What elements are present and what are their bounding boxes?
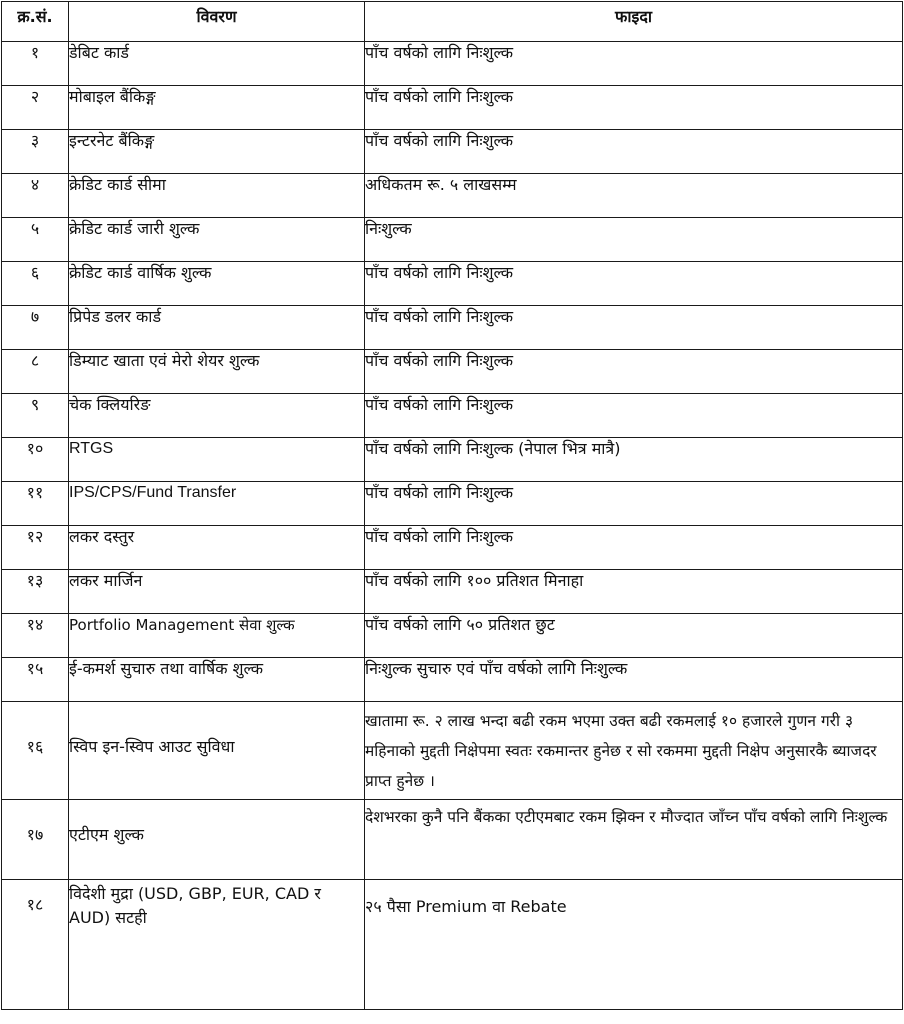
row-benefit: पाँच वर्षको लागि ५० प्रतिशत छुट (365, 614, 903, 658)
table-row (2, 306, 903, 350)
row-benefit: निःशुल्क सुचारु एवं पाँच वर्षको लागि निःशुल्क (365, 658, 903, 702)
row-benefit: पाँच वर्षको लागि निःशुल्क (365, 394, 903, 438)
row-description: स्विप इन-स्विप आउट सुविधा (69, 702, 365, 800)
row-number: ७ (2, 306, 69, 350)
row-benefit: २५ पैसा Premium वा Rebate (365, 880, 903, 1010)
table-row (2, 86, 903, 130)
row-benefit: निःशुल्क (365, 218, 903, 262)
row-benefit: देशभरका कुनै पनि बैंकका एटीएमबाट रकम झिक्न र मौज्दात जाँच्न पाँच वर्षको लागि निःशुल्क (365, 800, 903, 880)
row-benefit: पाँच वर्षको लागि निःशुल्क (365, 482, 903, 526)
table-row (2, 438, 903, 482)
row-description: इन्टरनेट बैंकिङ्ग (69, 130, 365, 174)
row-benefit: खातामा रू. २ लाख भन्दा बढी रकम भएमा उक्त बढी रकमलाई १० हजारले गुणन गरी ३ महिनाको मुद्दती निक्षेपमा स्वतः रकमान्तर हुनेछ र सो रकममा मुद्दती निक्षेप अनुसारकै ब्याजदर प्राप्त हुनेछ । (365, 702, 903, 800)
table-row (2, 42, 903, 86)
row-number: १० (2, 438, 69, 482)
row-benefit: पाँच वर्षको लागि १०० प्रतिशत मिनाहा (365, 570, 903, 614)
table-row (2, 800, 903, 880)
row-number: १६ (2, 702, 69, 800)
table-row (2, 130, 903, 174)
table-row (2, 702, 903, 800)
row-benefit: अधिकतम रू. ५ लाखसम्म (365, 174, 903, 218)
table-row (2, 218, 903, 262)
table-row (2, 526, 903, 570)
row-number: ३ (2, 130, 69, 174)
header-benefit: फाइदा (365, 2, 903, 42)
row-number: १७ (2, 800, 69, 880)
table-row (2, 658, 903, 702)
row-benefit: पाँच वर्षको लागि निःशुल्क (नेपाल भित्र मात्रै) (365, 438, 903, 482)
row-description: क्रेडिट कार्ड जारी शुल्क (69, 218, 365, 262)
table-row (2, 570, 903, 614)
row-benefit: पाँच वर्षको लागि निःशुल्क (365, 306, 903, 350)
row-description: ई-कमर्श सुचारु तथा वार्षिक शुल्क (69, 658, 365, 702)
row-number: १५ (2, 658, 69, 702)
header-serial-number: क्र.सं. (2, 2, 69, 42)
row-number: ५ (2, 218, 69, 262)
table-row (2, 614, 903, 658)
row-description: लकर मार्जिन (69, 570, 365, 614)
row-description: क्रेडिट कार्ड सीमा (69, 174, 365, 218)
row-benefit: पाँच वर्षको लागि निःशुल्क (365, 526, 903, 570)
row-benefit: पाँच वर्षको लागि निःशुल्क (365, 42, 903, 86)
row-description: चेक क्लियरिङ (69, 394, 365, 438)
row-description: प्रिपेड डलर कार्ड (69, 306, 365, 350)
row-number: ४ (2, 174, 69, 218)
table-row (2, 350, 903, 394)
row-description: विदेशी मुद्रा (USD, GBP, EUR, CAD र AUD) सटही (69, 880, 365, 1010)
table-row (2, 482, 903, 526)
row-number: १३ (2, 570, 69, 614)
row-number: १२ (2, 526, 69, 570)
table-row (2, 880, 903, 1010)
row-benefit: पाँच वर्षको लागि निःशुल्क (365, 262, 903, 306)
row-description: डिम्याट खाता एवं मेरो शेयर शुल्क (69, 350, 365, 394)
row-number: २ (2, 86, 69, 130)
table-row (2, 394, 903, 438)
row-description: क्रेडिट कार्ड वार्षिक शुल्क (69, 262, 365, 306)
row-description: IPS/CPS/Fund Transfer (69, 482, 365, 526)
row-number: ९ (2, 394, 69, 438)
row-description: एटीएम शुल्क (69, 800, 365, 880)
row-benefit: पाँच वर्षको लागि निःशुल्क (365, 86, 903, 130)
row-benefit: पाँच वर्षको लागि निःशुल्क (365, 350, 903, 394)
row-description: लकर दस्तुर (69, 526, 365, 570)
row-description: डेबिट कार्ड (69, 42, 365, 86)
row-number: ६ (2, 262, 69, 306)
row-description: Portfolio Management सेवा शुल्क (69, 614, 365, 658)
header-description: विवरण (69, 2, 365, 42)
row-benefit: पाँच वर्षको लागि निःशुल्क (365, 130, 903, 174)
benefits-table (1, 1, 903, 1010)
row-number: १४ (2, 614, 69, 658)
row-description: RTGS (69, 438, 365, 482)
row-number: ११ (2, 482, 69, 526)
row-number: ८ (2, 350, 69, 394)
row-number: १ (2, 42, 69, 86)
table-row (2, 174, 903, 218)
row-number: १८ (2, 880, 69, 1010)
table-header-row (2, 2, 903, 42)
row-description: मोबाइल बैंकिङ्ग (69, 86, 365, 130)
table-row (2, 262, 903, 306)
